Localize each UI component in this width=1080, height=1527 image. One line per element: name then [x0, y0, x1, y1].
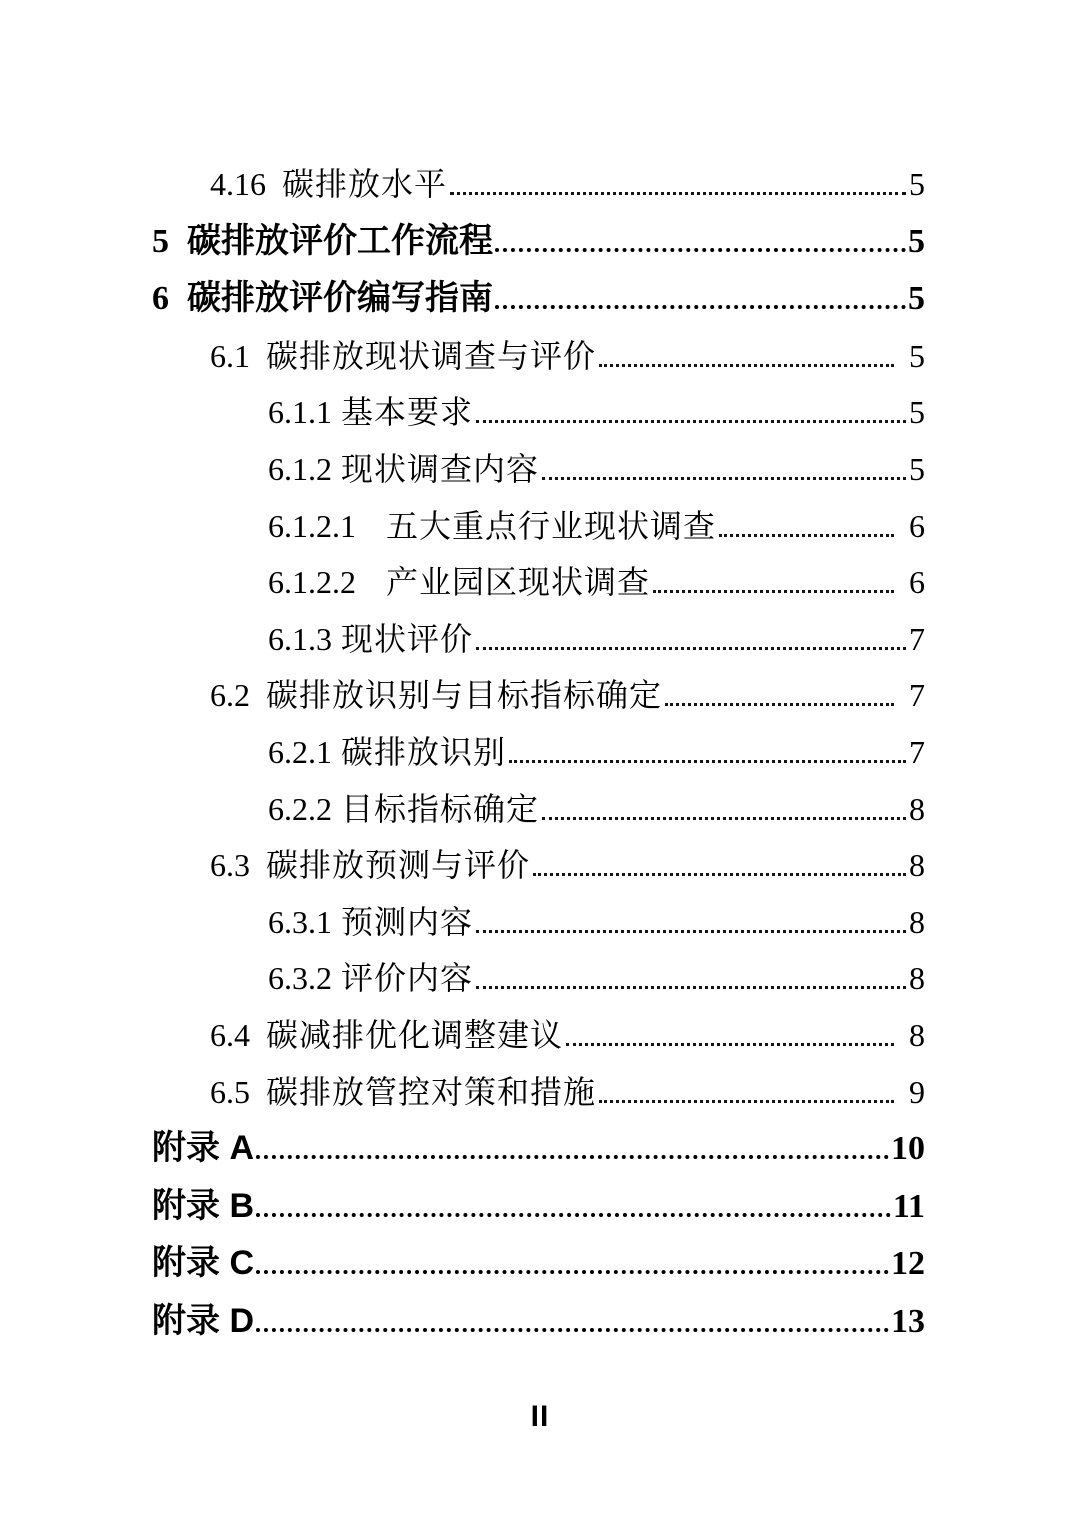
toc-entry[interactable]	[152, 270, 925, 328]
toc-entry-title: 碳排放水平	[282, 166, 448, 202]
toc-entry-number: 6.2.1	[268, 733, 332, 770]
toc-entry-number: 6.1.2	[268, 450, 332, 487]
dot-leader	[450, 192, 906, 195]
toc-entry-page: 6	[909, 507, 925, 544]
table-of-contents	[152, 156, 925, 1350]
toc-entry[interactable]	[152, 1064, 925, 1121]
toc-entry-page: 9	[909, 1073, 925, 1110]
toc-entry-page: 11	[892, 1187, 925, 1225]
toc-entry-page: 5	[909, 166, 925, 202]
dot-leader	[476, 420, 906, 423]
toc-entry-title: 评价内容	[341, 960, 474, 997]
toc-entry[interactable]	[152, 1120, 925, 1178]
toc-entry-page: 5	[909, 394, 925, 431]
dot-leader	[495, 248, 906, 252]
toc-entry-number: 6.5	[210, 1073, 250, 1110]
toc-entry-page: 5	[909, 450, 925, 487]
toc-entry-title: 碳排放评价工作流程	[187, 221, 493, 260]
dot-leader	[566, 1043, 894, 1046]
toc-entry[interactable]	[152, 667, 925, 724]
dot-leader	[653, 590, 894, 593]
toc-entry-title: 碳减排优化调整建议	[266, 1016, 564, 1053]
toc-entry[interactable]	[152, 781, 925, 838]
toc-entry-number: 6.3	[210, 847, 250, 884]
toc-entry-title: 附录 B	[152, 1186, 254, 1225]
toc-entry-page: 5	[908, 280, 925, 318]
toc-entry-title: 五大重点行业现状调查	[386, 507, 717, 544]
toc-entry-title: 碳排放管控对策和措施	[266, 1073, 597, 1110]
toc-entry-title: 现状调查内容	[341, 450, 540, 487]
toc-entry-page: 6	[909, 564, 925, 601]
toc-entry-number: 5	[152, 222, 169, 260]
dot-leader	[495, 305, 906, 309]
dot-leader	[542, 477, 906, 480]
toc-entry[interactable]	[152, 554, 925, 611]
toc-entry-title: 附录 D	[152, 1301, 254, 1340]
dot-leader	[599, 364, 894, 367]
toc-entry-title: 碳排放识别与目标指标确定	[266, 677, 663, 714]
toc-entry-number: 6.1.2.1	[268, 507, 356, 544]
toc-entry-number: 6.1	[210, 337, 250, 374]
dot-leader	[542, 817, 906, 820]
toc-entry[interactable]	[152, 156, 925, 213]
toc-entry-title: 现状评价	[341, 620, 474, 657]
toc-entry-number: 6	[152, 280, 169, 318]
toc-entry[interactable]	[152, 1007, 925, 1064]
dot-leader	[476, 930, 906, 933]
toc-entry[interactable]	[152, 328, 925, 385]
toc-entry-number: 6.2.2	[268, 790, 332, 827]
dot-leader	[256, 1213, 891, 1217]
toc-entry[interactable]	[152, 837, 925, 894]
toc-entry-page: 10	[891, 1130, 925, 1168]
toc-entry-title: 产业园区现状调查	[386, 564, 651, 601]
dot-leader	[665, 703, 894, 706]
toc-entry-title: 碳排放评价编写指南	[187, 279, 493, 318]
toc-entry[interactable]	[152, 950, 925, 1007]
dot-leader	[476, 647, 906, 650]
toc-entry-page: 8	[909, 1016, 925, 1053]
toc-entry-number: 4.16	[210, 166, 266, 202]
toc-entry-number: 6.1.3	[268, 620, 332, 657]
toc-entry-page: 8	[909, 903, 925, 940]
toc-entry-page: 7	[909, 733, 925, 770]
toc-entry-number: 6.1.2.2	[268, 564, 356, 601]
dot-leader	[509, 760, 906, 763]
toc-entry-number: 6.1.1	[268, 394, 332, 431]
dot-leader	[476, 986, 906, 989]
toc-entry-page: 5	[908, 222, 925, 260]
dot-leader	[599, 1100, 894, 1103]
toc-entry-number: 6.3.2	[268, 960, 332, 997]
toc-entry-page: 13	[891, 1302, 925, 1340]
dot-leader	[256, 1270, 889, 1274]
toc-entry[interactable]	[152, 498, 925, 555]
dot-leader	[719, 534, 894, 537]
toc-entry-number: 6.2	[210, 677, 250, 714]
toc-entry[interactable]	[152, 1293, 925, 1351]
toc-entry-title: 碳排放识别	[341, 733, 507, 770]
toc-entry-title: 目标指标确定	[341, 790, 540, 827]
toc-entry[interactable]	[152, 894, 925, 951]
toc-entry[interactable]	[152, 441, 925, 498]
toc-entry[interactable]	[152, 724, 925, 781]
toc-entry[interactable]	[152, 1178, 925, 1236]
toc-entry-number: 6.4	[210, 1016, 250, 1053]
toc-entry-page: 7	[909, 677, 925, 714]
toc-entry[interactable]	[152, 611, 925, 668]
toc-entry-title: 碳排放现状调查与评价	[266, 337, 597, 374]
toc-entry-title: 附录 C	[152, 1244, 254, 1283]
page-number-footer: II	[530, 1400, 550, 1433]
dot-leader	[256, 1155, 889, 1159]
toc-entry-title: 基本要求	[341, 394, 474, 431]
toc-entry[interactable]	[152, 384, 925, 441]
toc-entry-number: 6.3.1	[268, 903, 332, 940]
dot-leader	[256, 1328, 889, 1332]
dot-leader	[533, 873, 906, 876]
toc-entry[interactable]	[152, 1235, 925, 1293]
toc-entry[interactable]	[152, 213, 925, 271]
toc-entry-page: 7	[909, 620, 925, 657]
toc-entry-title: 附录 A	[152, 1129, 254, 1168]
toc-entry-page: 8	[909, 847, 925, 884]
toc-entry-page: 8	[909, 790, 925, 827]
toc-entry-title: 预测内容	[341, 903, 474, 940]
toc-entry-page: 12	[891, 1245, 925, 1283]
toc-entry-page: 5	[909, 337, 925, 374]
toc-entry-page: 8	[909, 960, 925, 997]
toc-entry-title: 碳排放预测与评价	[266, 847, 531, 884]
